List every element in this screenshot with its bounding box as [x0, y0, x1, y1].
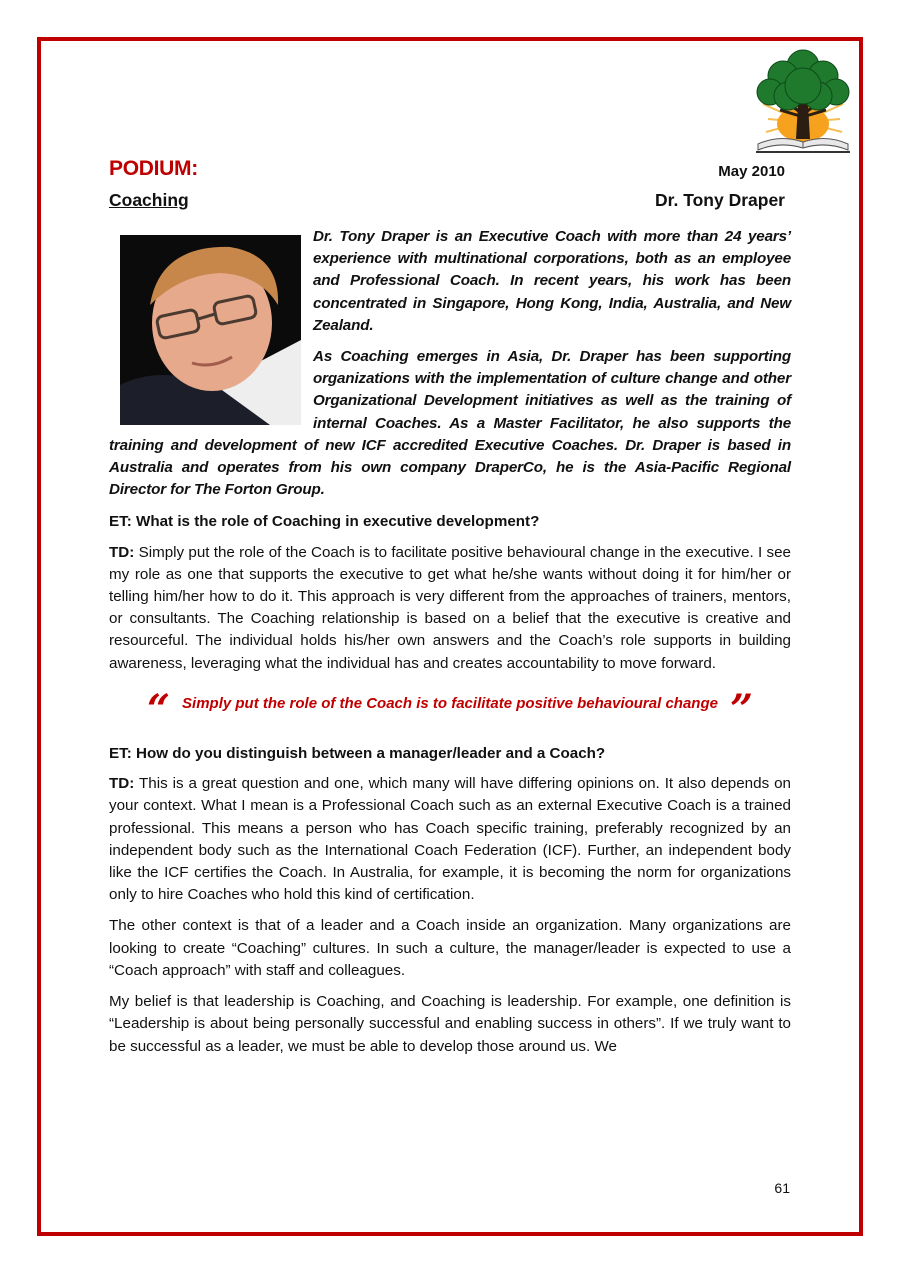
speaker-label: TD:: [109, 775, 135, 793]
author-photo: [120, 235, 301, 425]
column-label: PODIUM:: [109, 157, 198, 180]
close-quote-icon: ”: [729, 685, 753, 733]
open-quote-icon: “: [147, 685, 171, 733]
answer-1: TD: Simply put the role of the Coach is to facilitate positive behavioural change in the executive. I see my role as one that supports the executive to get what he/she wants without doing it for him/her or telling him/her how to do it. This approach is very different from the approaches of trainers, mentors, or consultants. The Coaching relationship is based on a belief that the executive is creative and resourceful. The individual holds his/her own answers and the Coach’s role supports in building awareness, leveraging what the individual has and creates accountability to move forward.: [109, 543, 791, 672]
section-title: Coaching: [109, 190, 189, 210]
page-number: 61: [774, 1180, 790, 1196]
pull-quote-text: Simply put the role of the Coach is to facilitate positive behavioural change: [182, 694, 718, 712]
author-name: Dr. Tony Draper: [655, 190, 785, 210]
speaker-label: TD:: [109, 543, 135, 561]
bio-paragraph: Dr. Tony Draper is an Executive Coach with more than 24 years’ experience with multinational corporations, both as an employee and Professional Coach. In recent years, his work has been concentrated in Singapore, Hong Kong, India, Australia, and New Zealand.: [313, 228, 791, 334]
article-body: [109, 226, 791, 1067]
answer-2-paragraph-2: The other context is that of a leader and a Coach inside an organization. Many organizations are looking to create “Coaching” cultures. In such a culture, the manager/leader is expected to use a “Coach approach” with staff and colleagues.: [109, 917, 791, 979]
bio-paragraph: As Coaching emerges in Asia, Dr. Draper has been supporting organizations with the implementation of culture change and other Organizational Development initiatives as well as the training of internal Coaches. As a Master Facilitator, he also supports the training and development of new ICF accredited Executive Coaches. Dr. Draper is based in Australia and operates from his own company DraperCo, he is the Asia-Pacific Regional Director for The Forton Group.: [109, 348, 791, 499]
answer-2: TD: This is a great question and one, which many will have differing opinions on. It also depends on your context. What I mean is a Professional Coach such as an external Executive Coach is a trained professional. This means a person who has Coach specific training, preferably recognized by an independent body such as the International Coach Federation (ICF). Further, an independent body like the ICF certifies the Coach. In Australia, for example, it is becoming the norm for organizations only to hire Coaches who hold this kind of certification.: [109, 775, 791, 904]
question-1: ET: What is the role of Coaching in executive development?: [109, 513, 540, 531]
pull-quote: [109, 685, 791, 733]
tree-book-logo-icon: [748, 44, 858, 156]
question-2: ET: How do you distinguish between a manager/leader and a Coach?: [109, 745, 606, 763]
issue-date: May 2010: [718, 163, 785, 180]
answer-2-paragraph-3: My belief is that leadership is Coaching, and Coaching is leadership. For example, one definition is “Leadership is about being personally successful and enabling success in others”. If we truly want to be successful as a leader, we must be able to develop those around us. We: [109, 993, 791, 1055]
